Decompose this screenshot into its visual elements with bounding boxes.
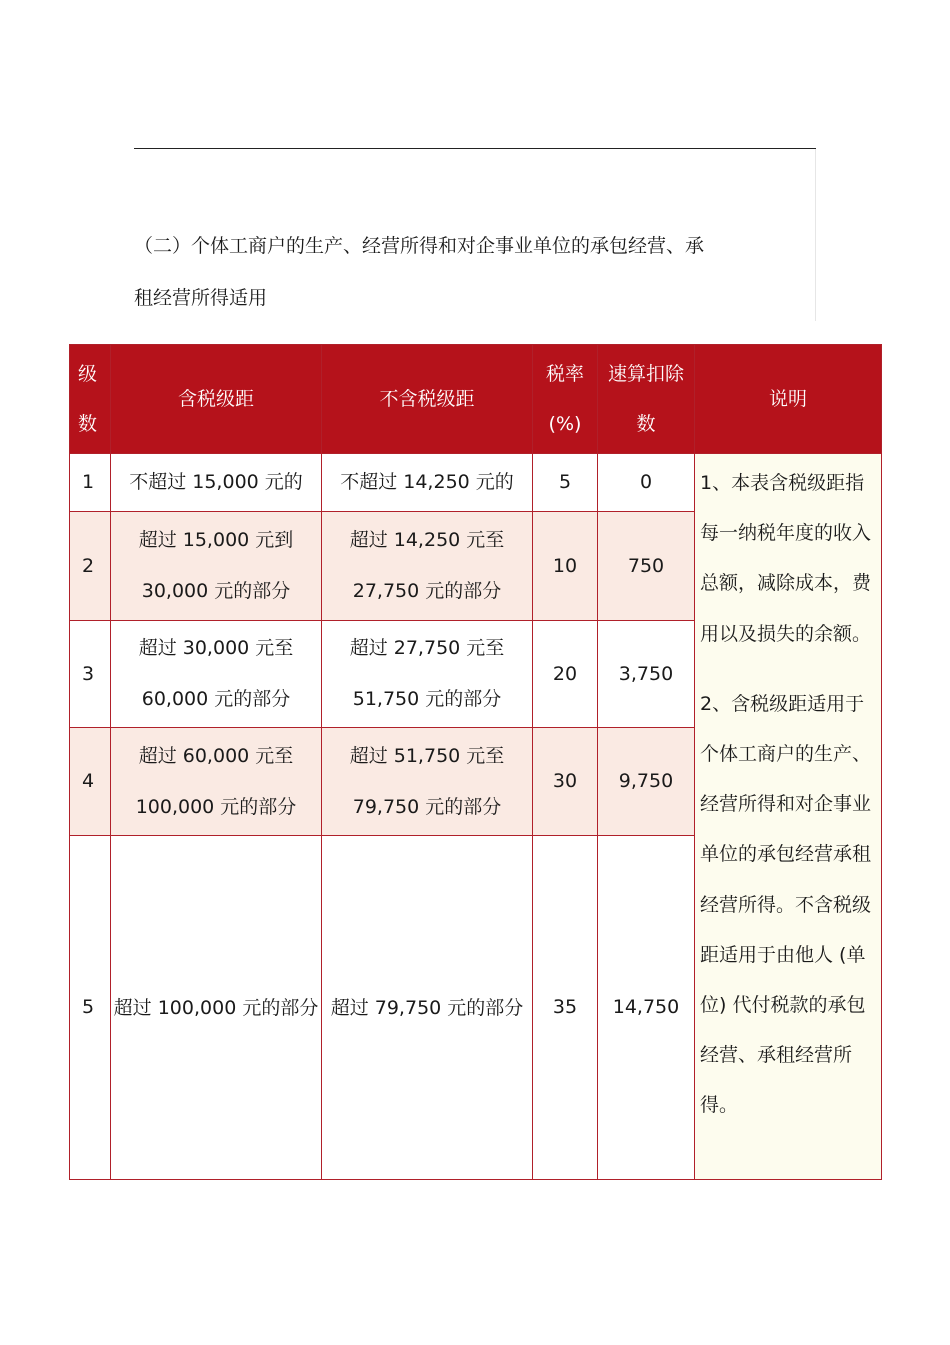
cell-rate: 30	[533, 728, 598, 836]
cell-taxable-range: 超过 60,000 元至 100,000 元的部分	[111, 728, 322, 836]
cell-level: 3	[70, 621, 111, 728]
tax-rate-table	[69, 344, 882, 1180]
cell-rate: 20	[533, 621, 598, 728]
section-heading-line2: 租经营所得适用	[134, 287, 268, 309]
cell-nontaxable-range: 超过 27,750 元至 51,750 元的部分	[322, 621, 533, 728]
table-row	[70, 454, 882, 512]
top-horizontal-rule	[134, 148, 816, 149]
cell-rate: 10	[533, 512, 598, 621]
side-vertical-rule	[815, 149, 816, 321]
cell-level: 5	[70, 836, 111, 1180]
cell-taxable-range: 超过 100,000 元的部分	[111, 836, 322, 1180]
note-paragraph-1: 1、本表含税级距指每一纳税年度的收入总额，减除成本，费用以及损失的余额。	[700, 472, 872, 645]
header-nontaxable-range: 不含税级距	[322, 345, 533, 454]
cell-taxable-range: 不超过 15,000 元的	[111, 454, 322, 512]
header-deduction: 速算扣除数	[598, 345, 695, 454]
header-taxable-range: 含税级距	[111, 345, 322, 454]
header-rate: 税率(%)	[533, 345, 598, 454]
cell-nontaxable-range: 不超过 14,250 元的	[322, 454, 533, 512]
note-paragraph-2: 2、含税级距适用于个体工商户的生产、经营所得和对企事业单位的承包经营承租经营所得。不含税级距适用于由他人 (单位) 代付税款的承包经营、承租经营所得。	[700, 692, 872, 1117]
cell-deduction: 750	[598, 512, 695, 621]
cell-level: 2	[70, 512, 111, 621]
section-heading-line1: （二）个体工商户的生产、经营所得和对企事业单位的承包经营、承	[134, 235, 705, 257]
cell-level: 1	[70, 454, 111, 512]
cell-deduction: 0	[598, 454, 695, 512]
cell-deduction: 9,750	[598, 728, 695, 836]
cell-nontaxable-range: 超过 14,250 元至 27,750 元的部分	[322, 512, 533, 621]
cell-nontaxable-range: 超过 79,750 元的部分	[322, 836, 533, 1180]
cell-taxable-range: 超过 15,000 元到 30,000 元的部分	[111, 512, 322, 621]
header-note: 说明	[695, 345, 882, 454]
note-cell	[695, 454, 882, 1180]
table-header-row	[70, 345, 882, 454]
cell-deduction: 3,750	[598, 621, 695, 728]
section-heading	[134, 220, 794, 324]
cell-nontaxable-range: 超过 51,750 元至 79,750 元的部分	[322, 728, 533, 836]
cell-rate: 35	[533, 836, 598, 1180]
header-level: 级数	[70, 345, 111, 454]
cell-deduction: 14,750	[598, 836, 695, 1180]
cell-level: 4	[70, 728, 111, 836]
cell-taxable-range: 超过 30,000 元至 60,000 元的部分	[111, 621, 322, 728]
cell-rate: 5	[533, 454, 598, 512]
